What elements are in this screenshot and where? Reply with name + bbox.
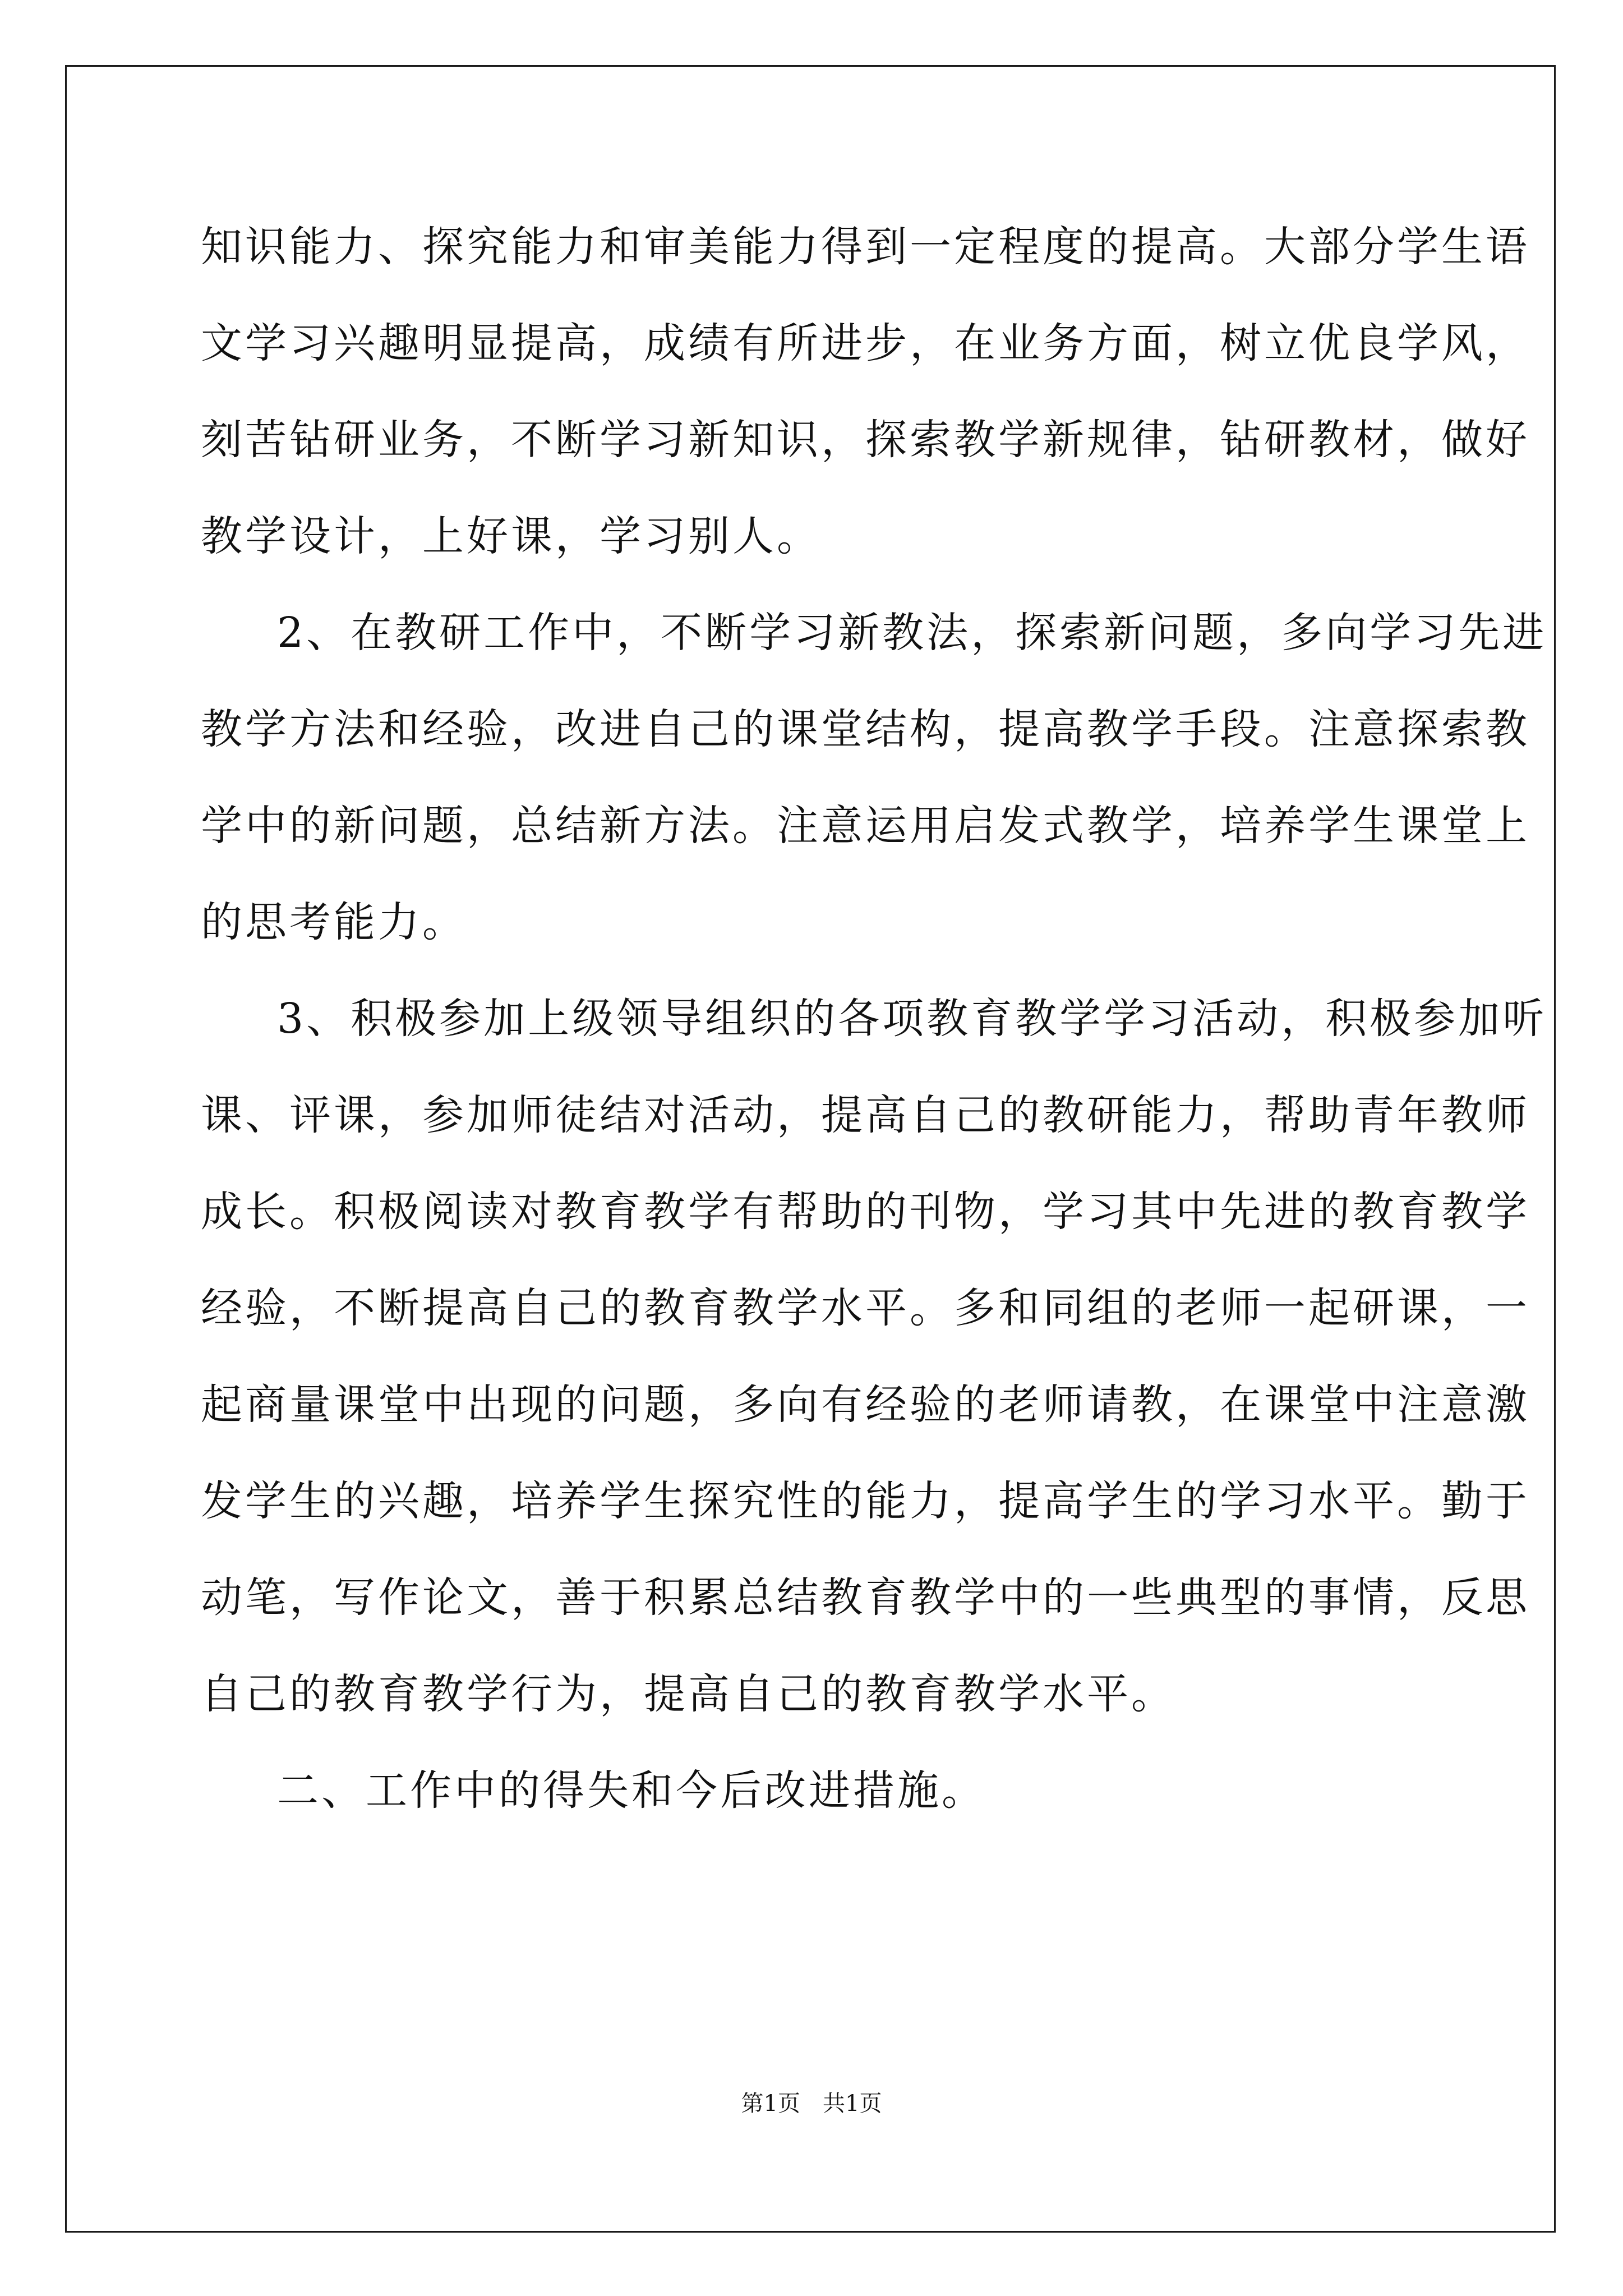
paragraph-2-line-1: 2、在教研工作中，不断学习新教法，探索新问题，多向学习先进: [277, 609, 1547, 657]
paragraph-3-line-8: 自己的教育教学行为，提高自己的教育教学水平。: [201, 1670, 1175, 1718]
paragraph-2-line-4: 的思考能力。: [201, 898, 467, 946]
section-heading: 二、工作中的得失和今后改进措施。: [277, 1766, 986, 1815]
paragraph-3-line-4: 经验，不断提高自己的教育教学水平。多和同组的老师一起研课，一: [201, 1284, 1530, 1332]
paragraph-1-line-4: 教学设计，上好课，学习别人。: [201, 512, 821, 560]
paragraph-3-line-5: 起商量课堂中出现的问题，多向有经验的老师请教，在课堂中注意激: [201, 1381, 1530, 1429]
paragraph-3-line-3: 成长。积极阅读对教育教学有帮助的刊物，学习其中先进的教育教学: [201, 1188, 1530, 1236]
paragraph-3-line-7: 动笔，写作论文，善于积累总结教育教学中的一些典型的事情，反思: [201, 1573, 1530, 1622]
paragraph-1-line-1: 知识能力、探究能力和审美能力得到一定程度的提高。大部分学生语: [201, 223, 1530, 271]
paragraph-3-line-1: 3、积极参加上级领导组织的各项教育教学学习活动，积极参加听: [277, 995, 1547, 1043]
paragraph-1-line-2: 文学习兴趣明显提高，成绩有所进步，在业务方面，树立优良学风，: [201, 319, 1530, 367]
paragraph-1-line-3: 刻苦钻研业务，不断学习新知识，探索教学新规律，钻研教材，做好: [201, 416, 1530, 464]
paragraph-2-line-2: 教学方法和经验，改进自己的课堂结构，提高教学手段。注意探索教: [201, 705, 1530, 753]
paragraph-3-line-6: 发学生的兴趣，培养学生探究性的能力，提高学生的学习水平。勤于: [201, 1477, 1530, 1525]
paragraph-2-line-3: 学中的新问题，总结新方法。注意运用启发式教学，培养学生课堂上: [201, 802, 1530, 850]
paragraph-3-line-2: 课、评课，参加师徒结对活动，提高自己的教研能力，帮助青年教师: [201, 1091, 1530, 1139]
page-number: 第1页 共1页: [741, 2091, 882, 2116]
page-border: [65, 65, 1556, 2233]
